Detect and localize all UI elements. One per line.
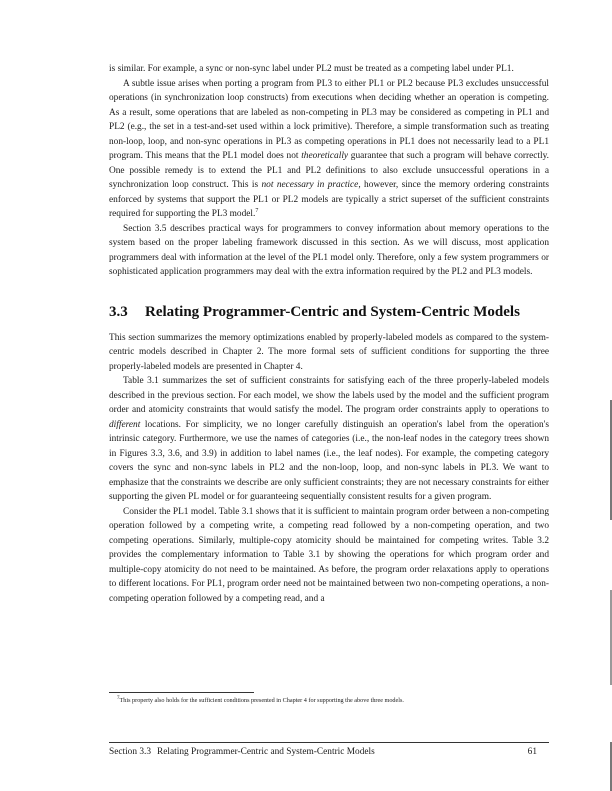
footer-title: Relating Programmer-Centric and System-Centric Models xyxy=(157,747,375,757)
footer-section-label: Section 3.3 xyxy=(109,747,152,757)
page-number: 61 xyxy=(527,747,537,757)
paragraph-section-intro: This section summarizes the memory optimizations enabled by properly-labeled models as compared to the system-centric models described in Chapter 2. The more formal sets of sufficient conditions for supporting the three properly-labeled models are presented in Chapter 4. xyxy=(109,332,549,372)
section-heading xyxy=(109,303,549,321)
page-body xyxy=(109,62,549,606)
scan-artifact-line xyxy=(610,400,612,520)
footnote-ref[interactable]: 7 xyxy=(255,208,259,214)
paragraph-continuation: is similar. For example, a sync or non-sync label under PL2 must be treated as a competing label under PL1. xyxy=(109,64,514,74)
scan-artifact-line xyxy=(610,742,612,791)
scan-artifact-line xyxy=(610,590,612,685)
section-number: 3.3 xyxy=(109,303,128,320)
paragraph-section-3-5: Section 3.5 describes practical ways for programmers to convey information about memory operations to the system based on the proper labeling framework discussed in this section. As we will discuss, most application programmers deal with information at the level of the PL1 model only. Therefore, only a few system programmers or sophisticated application programmers may deal with the extra information required by the PL2 and PL3 models. xyxy=(109,223,549,277)
paragraph-table-3-1: Table 3.1 summarizes the set of sufficient constraints for satisfying each of the three properly-labeled models described in the previous section. For each model, we show the labels used by the model and the sufficient program order and atomicity constraints that would satisfy the model. The program order constraints apply to operations to different locations. For simplicity, we no longer carefully distinguish an operation's label from the operation's intrinsic category. Furthermore, we use the names of categories (i.e., the non-leaf nodes in the category trees shown in Figures 3.3, 3.6, and 3.9) in addition to label names (i.e., the leaf nodes). For example, the competing category covers the sync and non-sync labels in PL2 and the non-loop, loop, and non-sync labels in PL3. We want to emphasize that the constraints we describe are only sufficient constraints; they are not necessary constraints for either supporting the given PL model or for guaranteeing sequentially consistent results for a given program. xyxy=(109,376,549,502)
footnote xyxy=(109,697,549,705)
footer-divider xyxy=(109,742,549,743)
page-footer xyxy=(109,746,549,758)
footnote-mark: 7 xyxy=(117,696,120,701)
footnote-text: This property also holds for the sufficient conditions presented in Chapter 4 for supporting the above three models. xyxy=(119,697,404,704)
paragraph-pl1-model: Consider the PL1 model. Table 3.1 shows that it is sufficient to maintain program order between a non-competing operation followed by a competing write, a competing read followed by a non-competing operation, and two competing operations. Similarly, multiple-copy atomicity should be maintained for competing writes. Table 3.2 provides the complementary information to Table 3.1 by showing the operations for which program order and multiple-copy atomicity do not need to be maintained. As before, the program order relaxations apply to operations to different locations. For PL1, program order need not be maintained between two non-competing operations, a non-competing operation followed by a competing read, and a xyxy=(109,506,549,604)
paragraph-porting-issue: A subtle issue arises when porting a program from PL3 to either PL1 or PL2 because PL3 excludes unsuccessful operations (in synchronization loop constructs) from executions when deciding whether an operation is competing. As a result, some operations that are labeled as non-competing in PL3 may be considered as competing in PL1 and PL2 (e.g., the set in a test-and-set used within a lock primitive). Therefore, a simple transformation such as treating non-loop, loop, and non-sync operations in PL3 as competing operations in PL1 does not necessarily lead to a PL1 program. This means that the PL1 model does not theoretically guarantee that such a program will behave correctly. One possible remedy is to extend the PL1 and PL2 definitions to also exclude unsuccessful operations in a synchronization loop construct. This is not necessary in practice, however, since the memory ordering constraints enforced by systems that support the PL1 or PL2 models are typically a strict superset of the sufficient constraints required for supporting the PL3 model.$^7$ xyxy=(109,78,550,219)
footnote-divider xyxy=(109,692,254,693)
section-title: Relating Programmer-Centric and System-Centric Models xyxy=(145,303,520,320)
